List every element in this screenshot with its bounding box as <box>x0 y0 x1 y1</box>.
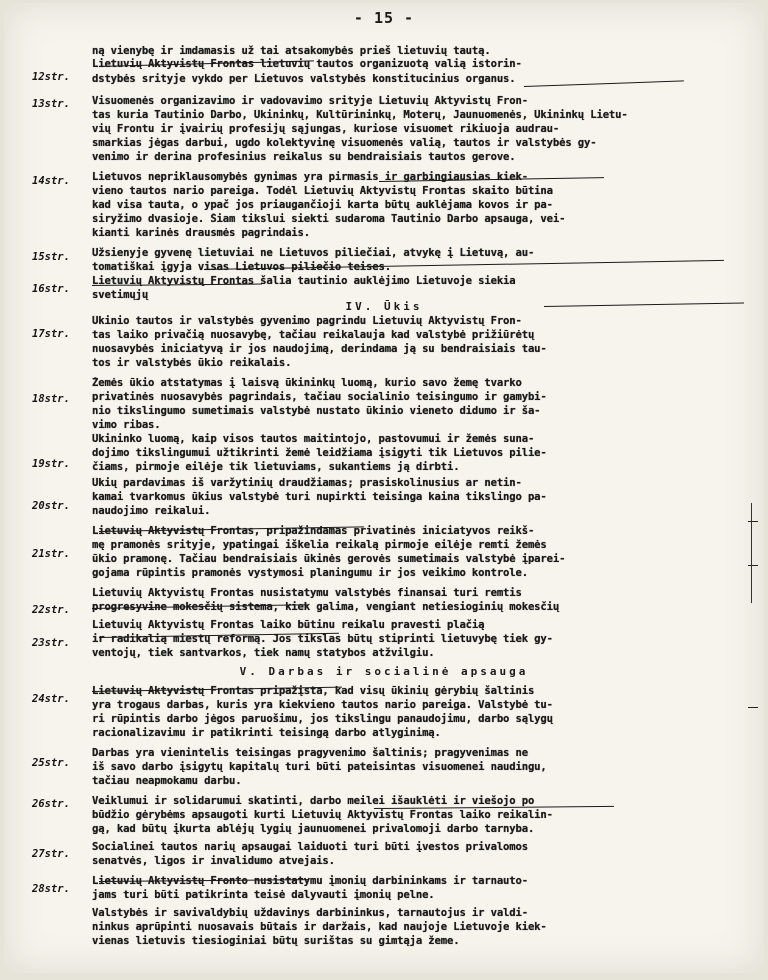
article-label-24: 24str. <box>32 693 70 705</box>
article-label-16: 16str. <box>32 283 70 295</box>
text-line: iš savo darbo įsigytų kapitalų turi būti pateisintas visuomenei naudingu, <box>92 761 547 773</box>
text-line: Ūkininko luomą, kaip visos tautos maitintojo, pastovumui ir žemės suna- <box>92 433 535 445</box>
article-label-15: 15str. <box>32 251 70 263</box>
text-line: vių Frontu ir įvairių profesijų sąjungas, kuriose visuomet rikiuoja audrau- <box>92 123 560 135</box>
text-line: tačiau neapmokamu darbu. <box>92 775 242 787</box>
text-line: gą, kad būtų įkurta ablėjų lygių jaunuomenei privalomoji darbo tarnyba. <box>92 823 535 835</box>
text-line: tomatiškai įgyja visas Lietuvos piliečio teises. <box>92 261 391 273</box>
text-line: ir radikalią miestų reformą. Jos tikslas būtų stiprinti lietuvybę tiek gy- <box>92 633 553 645</box>
article-label-13: 13str. <box>32 98 70 110</box>
text-line: venimo ir derina profesinius reikalus su bendraisiais tautos gerove. <box>92 151 516 163</box>
text-line: vienas lietuvis tiesioginiai būtų surištas su gimtąja žeme. <box>92 935 460 947</box>
margin-mark <box>748 707 758 708</box>
text-line: Lietuvių Aktyvistų Frontas nusistatymu valstybės finansai turi remtis <box>92 587 522 599</box>
text-line: Ūkinio tautos ir valstybės gyvenimo pagrindu Lietuvių Aktyvistų Fron- <box>92 315 522 327</box>
text-line: vieno tautos nario pareiga. Todėl Lietuvių Aktyvistų Frontas skaito būtina <box>92 185 553 197</box>
text-line: privatinės nuosavybės pagrindais, tačiau socialinio teisingumo ir gamybi- <box>92 391 547 403</box>
text-line: Užsienyje gyvenę lietuviai ne Lietuvos piliečiai, atvykę į Lietuvą, au- <box>92 247 535 259</box>
text-line: ri rūpintis darbo jėgos paruošimu, jos tikslingu panaudojimu, darbo sąlygų <box>92 713 553 725</box>
article-label-25: 25str. <box>32 757 70 769</box>
article-label-20: 20str. <box>32 500 70 512</box>
text-line: nuosavybės iniciatyvą ir jos naudojimą, derindama ją su bendraisiais tau- <box>92 343 547 355</box>
article-label-21: 21str. <box>32 548 70 560</box>
text-line: Lietuvių Aktyvistų Frontas lietuvių tautos organizuotą valią istorin- <box>92 58 522 70</box>
text-line: Socialinei tautos narių apsaugai laiduoti turi būti įvestos privalomos <box>92 841 528 853</box>
text-line: ninkus aprūpinti nuosavais būtais ir daržais, kad naujoje Lietuvoje kiek- <box>92 921 547 933</box>
text-line: ventojų, tiek santvarkos, tiek namų statybos atžvilgiu. <box>92 647 435 659</box>
text-line: Lietuvių Aktyvistų Frontas laiko būtinu reikalu pravesti plačią <box>92 619 485 631</box>
text-line: ūkio pramonę. Tačiau bendraisiais ūkinės gerovės sumetimais valstybė įparei- <box>92 553 566 565</box>
text-line: mę pramonės srityje, ypatingai iškelia reikalą pirmoje eilėje remti žemės <box>92 539 547 551</box>
text-line: senatvės, ligos ir invalidumo atvejais. <box>92 855 335 867</box>
text-line: racionalizavimu ir patikrinti teisingą darbo atlyginimą. <box>92 727 441 739</box>
text-line: Žemės ūkio atstatymas į laisvą ūkininkų luomą, kurio savo žemę tvarko <box>92 377 522 389</box>
text-line: svetimųjų <box>92 289 149 301</box>
article-label-22: 22str. <box>32 604 70 616</box>
text-line: naudojimo reikalui. <box>92 505 211 517</box>
text-line: dojimo tikslingumui užtikrinti žemė leidžiama įsigyti tik Lietuvos pilie- <box>92 447 547 459</box>
text-line: siryžimo dvasioje. Šiam tikslui siekti sudaroma Tautinio Darbo apsauga, vei- <box>92 213 566 225</box>
text-line: Lietuvių Aktyvistų Frontas šalia tautinio auklėjimo Lietuvoje siekia <box>92 275 516 287</box>
text-line: Veiklumui ir solidarumui skatinti, darbo meilei išauklėti ir viešojo po <box>92 795 535 807</box>
text-line: dstybės srityje vykdo per Lietuvos valstybės konstitucinius organus. <box>92 73 516 85</box>
text-line: vimo ribas. <box>92 419 161 431</box>
article-label-12: 12str. <box>32 71 70 83</box>
text-line: progresyvine mokesčių sistema, kiek galima, vengiant netiesioginių mokesčių <box>92 601 560 613</box>
text-line: Lietuvių Aktyvistų Frontas pripažįsta, kad visų ūkinių gėrybių šaltinis <box>92 685 535 697</box>
text-line: gojama rūpintis pramonės vystymosi planingumu ir jos veikimo kontrole. <box>92 567 528 579</box>
margin-mark <box>751 503 752 603</box>
margin-mark <box>748 521 758 522</box>
text-line: ną vienybę ir imdamasis už tai atsakomybės prieš lietuvių tautą. <box>92 45 491 57</box>
margin-mark <box>748 565 758 566</box>
article-label-19: 19str. <box>32 458 70 470</box>
text-line: tos ir valstybės ūkio reikalais. <box>92 357 292 369</box>
text-line: Ūkių pardavimas iš varžytinių draudžiamas; prasiskolinusius ar netin- <box>92 477 522 489</box>
article-label-27: 27str. <box>32 848 70 860</box>
section-heading-darbas: V. Darbas ir socialinė apsauga <box>239 665 529 678</box>
text-line: kamai tvarkomus ūkius valstybė turi nupirkti teisinga kaina tikslingo pa- <box>92 491 547 503</box>
article-label-23: 23str. <box>32 637 70 649</box>
text-line: Visuomenės organizavimo ir vadovavimo srityje Lietuvių Aktyvistų Fron- <box>92 95 528 107</box>
text-line: yra trogaus darbas, kuris yra kiekvieno tautos nario pareiga. Valstybė tu- <box>92 699 553 711</box>
text-line: nio tikslingumo sumetimais valstybė nustato ūkinio vieneto didumo ir ša- <box>92 405 541 417</box>
text-line: smarkias jėgas darbui, ugdo kolektyvinę visuomenės valią, tautos ir valstybės gy- <box>92 137 597 149</box>
text-line: Lietuvių Aktyvistų Frontas, pripažindamas privatinės iniciatyvos reikš- <box>92 525 535 537</box>
article-label-14: 14str. <box>32 175 70 187</box>
article-label-17: 17str. <box>32 328 70 340</box>
text-line: tas kuria Tautinio Darbo, Ūkininkų, Kultūrininkų, Moterų, Jaunuomenės, Ūkininkų Lietu- <box>92 109 628 121</box>
text-line: tas laiko privačią nuosavybę, tačiau reikalauja kad valstybė prižiūrėtų <box>92 329 535 341</box>
document-page <box>4 3 764 973</box>
text-line: čiams, pirmoje eilėje tik lietuviams, sukantiems ją dirbti. <box>92 461 460 473</box>
text-line: Valstybės ir savivaldybių uždavinys darbininkus, tarnautojus ir valdi- <box>92 907 528 919</box>
text-line: jams turi būti patikrinta teisė dalyvauti įmonių pelne. <box>92 889 435 901</box>
text-line: Lietuvos nepriklausomybės gynimas yra pirmasis ir garbingiausias kiek- <box>92 171 528 183</box>
section-heading-ukis: IV. Ūkis <box>345 300 423 313</box>
article-label-18: 18str. <box>32 393 70 405</box>
text-line: būdžio gėrybėms apsaugoti kurti Lietuvių Aktyvistų Frontas laiko reikalin- <box>92 809 553 821</box>
text-line: Lietuvių Aktyvistų Fronto nusistatymu įmonių darbininkams ir tarnauto- <box>92 875 528 887</box>
text-line: kianti karinės drausmės pagrindais. <box>92 227 310 239</box>
text-line: Darbas yra vienintelis teisingas pragyvenimo šaltinis; pragyvenimas ne <box>92 747 528 759</box>
article-label-28: 28str. <box>32 883 70 895</box>
page-number: - 15 - <box>353 9 415 27</box>
text-line: kad visa tauta, o ypač jos priaugančioji karta būtų auklėjama kovos ir pa- <box>92 199 553 211</box>
article-label-26: 26str. <box>32 798 70 810</box>
